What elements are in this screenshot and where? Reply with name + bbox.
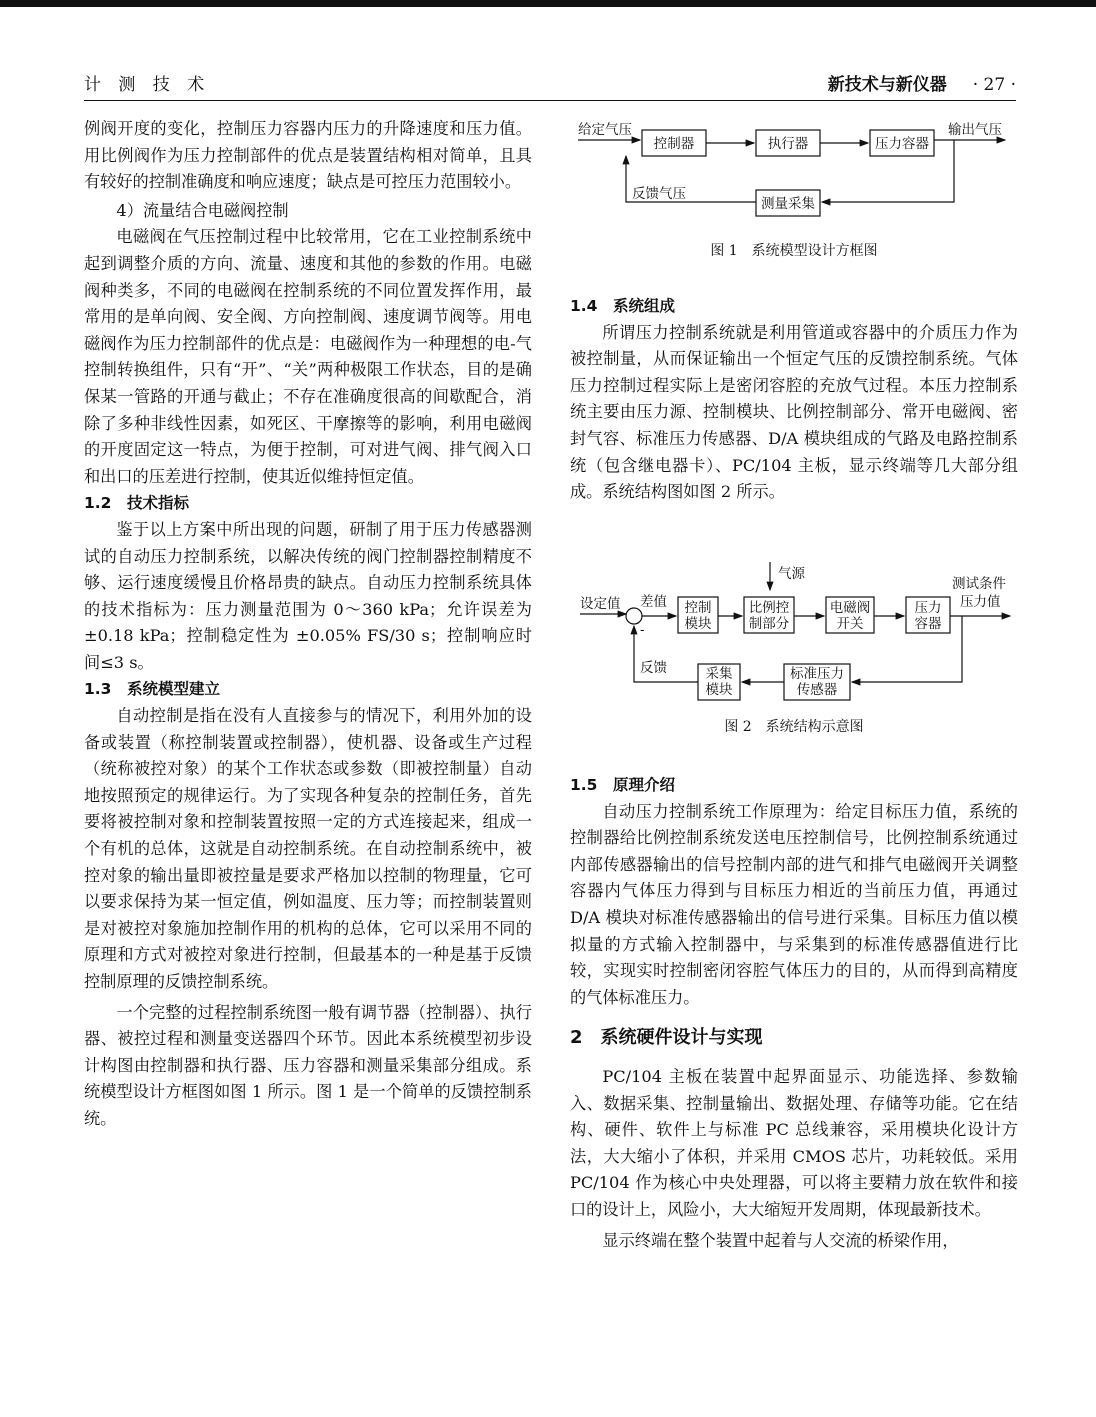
setpoint-label: 设定值	[580, 596, 621, 612]
section-heading: 1.4 系统组成	[570, 297, 675, 315]
actuator-label: 执行器	[767, 136, 809, 152]
section-heading: 1.5 原理介绍	[570, 776, 675, 794]
control-module-label: 控制	[684, 600, 712, 616]
controller-label: 控制器	[653, 136, 695, 152]
header-rule	[84, 100, 1016, 101]
minus-sign: -	[640, 622, 645, 638]
paragraph: 所谓压力控制系统就是利用管道或容器中的介质压力作为被控制量，从而保证输出一个恒定气压的反馈控制系统。气体压力控制过程实际上是密闭容腔的充放气过程。本压力控制系统主要由压力源、控制模块、比例控制部分、常开电磁阀、密封气容、标准压力传感器、D/A 模块组成的气路及电路控制系统（包含继电器卡）、PC/104 主板，显示终端等几大部分组成。系统结构图如图 2 所示。	[570, 322, 1018, 502]
control-module-label: 模块	[684, 616, 712, 632]
input-label: 给定气压	[578, 122, 632, 138]
page-number: · 27 ·	[972, 75, 1016, 95]
right-column-lower	[570, 772, 1018, 1254]
section-name: 新技术与新仪器	[827, 75, 947, 95]
section-header	[828, 70, 1016, 95]
paragraph: 自动压力控制系统工作原理为：给定目标压力值，系统的控制器给比例控制系统发送电压控制信号，比例控制系统通过内部传感器输出的信号控制内部的进气和排气电磁阀开关调整容器内气体压力得到与目标压力相近的当前压力值，再通过 D/A 模块对标准传感器输出的信号进行采集。目标压力值以模拟量的方式输入控制器中，与采集到的标准传感器值进行比较，实现实时控制密闭容腔气体压力的目的，从而得到高精度的气体标准压力。	[570, 801, 1018, 1007]
figure-2-diagram	[570, 560, 1020, 708]
figure-1-caption: 图 1 系统模型设计方框图	[710, 243, 878, 259]
paragraph: 自动控制是指在没有人直接参与的情况下，利用外加的设备或装置（称控制装置或控制器），使机器、设备或生产过程（统称被控对象）的某个工作状态或参数（即被控制量）自动地按照预定的规律运行。为了实现各种复杂的控制任务，首先要将被控制对象和控制装置按照一定的方式连接起来，组成一个有机的总体，这就是自动控制系统。在自动控制系统中，被控对象的输出量即被控量是要求严格加以控制的物理量，它可以要求保持为某一恒定值，例如温度、压力等；而控制装置则是对被控对象施加控制作用的机构的总体，它可以采用不同的原理和方式对被控对象进行控制，但最基本的一种是基于反馈控制原理的反馈控制系统。	[84, 706, 532, 991]
paragraph: 一个完整的过程控制系统图一般有调节器（控制器）、执行器、被控过程和测量变送器四个环节。因此本系统模型初步设计构图由控制器和执行器、压力容器和测量采集部分组成。系统模型设计方框图如图 1 所示。图 1 是一个简单的反馈控制系统。	[84, 1002, 532, 1128]
vessel-label: 压力	[914, 600, 942, 616]
right-column-upper	[570, 293, 1018, 506]
paragraph: 例阀开度的变化，控制压力容器内压力的升降速度和压力值。用比例阀作为压力控制部件的优点是装置结构相对简单，且具有较好的控制准确度和响应速度；缺点是可控压力范围较小。	[84, 119, 532, 192]
feedback-label: 反馈气压	[632, 186, 686, 202]
figure-2-caption: 图 2 系统结构示意图	[724, 719, 864, 735]
section-heading: 1.2 技术指标	[84, 494, 189, 513]
section-heading: 1.3 系统模型建立	[84, 680, 220, 699]
output-label: 输出气压	[948, 122, 1002, 138]
acquisition-label: 模块	[705, 682, 733, 698]
paragraph: 显示终端在整个装置中起着与人交流的桥梁作用，	[602, 1230, 959, 1250]
sensor-label: 标准压力	[790, 666, 844, 682]
sensor-label: 传感器	[796, 682, 838, 698]
paragraph: 电磁阀在气压控制过程中比较常用，它在工业控制系统中起到调整介质的方向、流量、速度和其他的参数的作用。电磁阀种类多，不同的电磁阀在控制系统的不同位置发挥作用，最常用的是单向阀、安全阀、方向控制阀、速度调节阀等。用电磁阀作为压力控制部件的优点是：电磁阀作为一种理想的电-气控制转换组件，只有“开”、“关”两种极限工作状态，目的是确保某一管路的开通与截止；不存在准确度很高的间歇配合，消除了多种非线性因素，如死区、干摩擦等的影响，利用电磁阀的开度固定这一特点，为便于控制，可对进气阀、排气阀入口和出口的压差进行控制，使其近似维持恒定值。	[84, 227, 532, 486]
chapter-heading: 2 系统硬件设计与实现	[570, 1027, 763, 1049]
journal-name: 计 测 技 术	[84, 75, 211, 95]
figure-1-diagram	[570, 118, 1020, 226]
valve-label: 电磁阀	[829, 600, 871, 616]
output-label: 压力值	[960, 594, 1001, 610]
vessel-label: 压力容器	[875, 136, 929, 152]
vessel-label: 容器	[914, 616, 942, 632]
proportional-label: 制部分	[748, 616, 790, 632]
feedback-label: 反馈	[640, 660, 667, 676]
paragraph: PC/104 主板在装置中起界面显示、功能选择、参数输入、数据采集、控制量输出、数据处理、存储等功能。它在结构、硬件、软件上与标准 PC 总线兼容，采用模块化设计方法，大大缩小了体积，并采用 CMOS 芯片，功耗较低。采用 PC/104 作为核心中央处理器，可以将主要精力放在软件和接口的设计上，风险小，大大缩短开发周期，体现最新技术。	[570, 1066, 1018, 1219]
measure-label: 测量采集	[761, 196, 815, 212]
source-label: 气源	[778, 566, 805, 582]
output-label: 测试条件	[952, 576, 1006, 592]
acquisition-label: 采集	[705, 666, 733, 682]
top-border	[0, 0, 1096, 7]
proportional-label: 比例控	[748, 600, 790, 616]
list-item: 4）流量结合电磁阀控制	[116, 200, 289, 220]
valve-label: 开关	[836, 616, 864, 632]
error-label: 差值	[640, 594, 667, 610]
paragraph: 鉴于以上方案中所出现的问题，研制了用于压力传感器测试的自动压力控制系统，以解决传统的阀门控制器控制精度不够、运行速度缓慢且价格昂贵的缺点。自动压力控制系统具体的技术指标为：压力测量范围为 0～360 kPa；允许误差为 ±0.18 kPa；控制稳定性为 ±0.05% FS/30 s；控制响应时间≤3 s。	[84, 519, 532, 672]
left-column	[84, 116, 532, 1133]
